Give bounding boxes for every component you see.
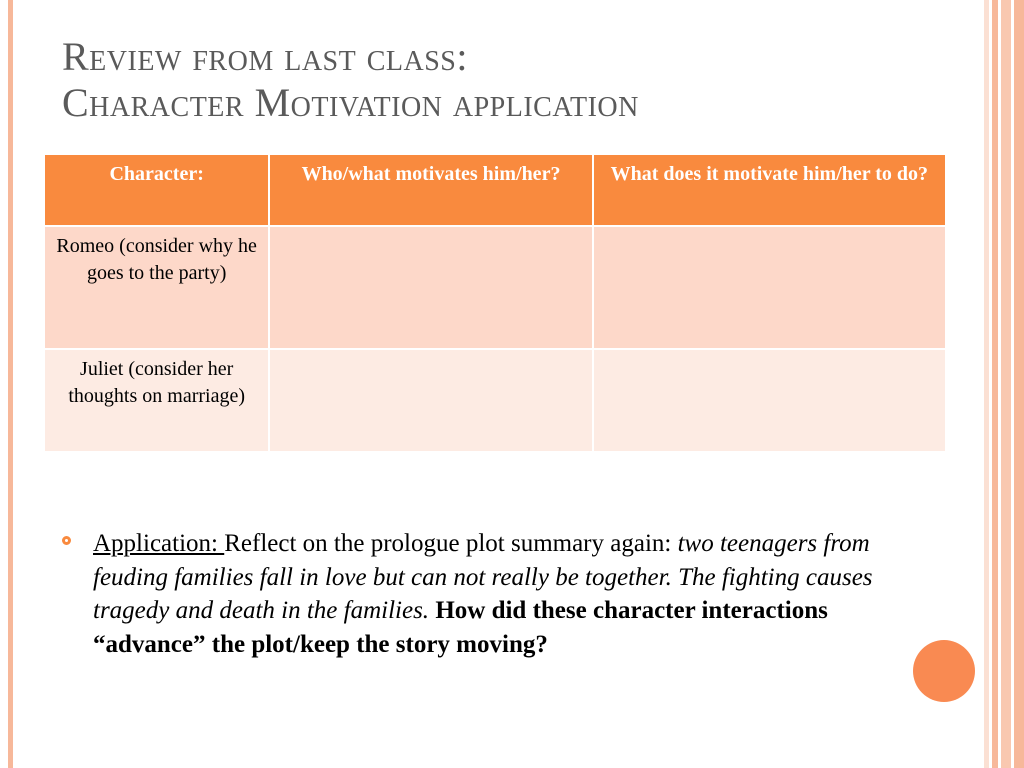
cell-romeo: Romeo (consider why he goes to the party) (44, 226, 269, 349)
table-row (44, 349, 946, 452)
cell-juliet-what[interactable] (593, 349, 946, 452)
left-border-stripe (8, 0, 13, 768)
bullet-circle-icon (62, 536, 71, 545)
decorative-circle (913, 640, 975, 702)
table-header-row (44, 154, 946, 226)
header-what-motivates: What does it motivate him/her to do? (593, 154, 946, 226)
slide-title-line1: Review from last class: (62, 34, 468, 79)
slide-title-line2: Character Motivation application (62, 80, 639, 125)
plot-summary: two teenagers from feuding families fall in love but can not really be together. The fighting causes tragedy and death in the families. (93, 530, 873, 624)
slide-title (62, 34, 962, 126)
header-who-motivates: Who/what motivates him/her? (269, 154, 592, 226)
cell-juliet: Juliet (consider her thoughts on marriage) (44, 349, 269, 452)
table-row (44, 226, 946, 349)
motivation-table (43, 153, 947, 453)
right-decorative-stripes (984, 0, 1024, 768)
cell-juliet-who[interactable] (269, 349, 592, 452)
application-text: Reflect on the prologue plot summary again: (224, 530, 678, 557)
cell-romeo-what[interactable] (593, 226, 946, 349)
cell-romeo-who[interactable] (269, 226, 592, 349)
application-bullet (62, 527, 892, 661)
discussion-question: How did these character interactions “advance” the plot/keep the story moving? (93, 597, 828, 658)
bullet-text (93, 527, 892, 661)
application-label: Application: (93, 530, 225, 557)
header-character: Character: (44, 154, 269, 226)
